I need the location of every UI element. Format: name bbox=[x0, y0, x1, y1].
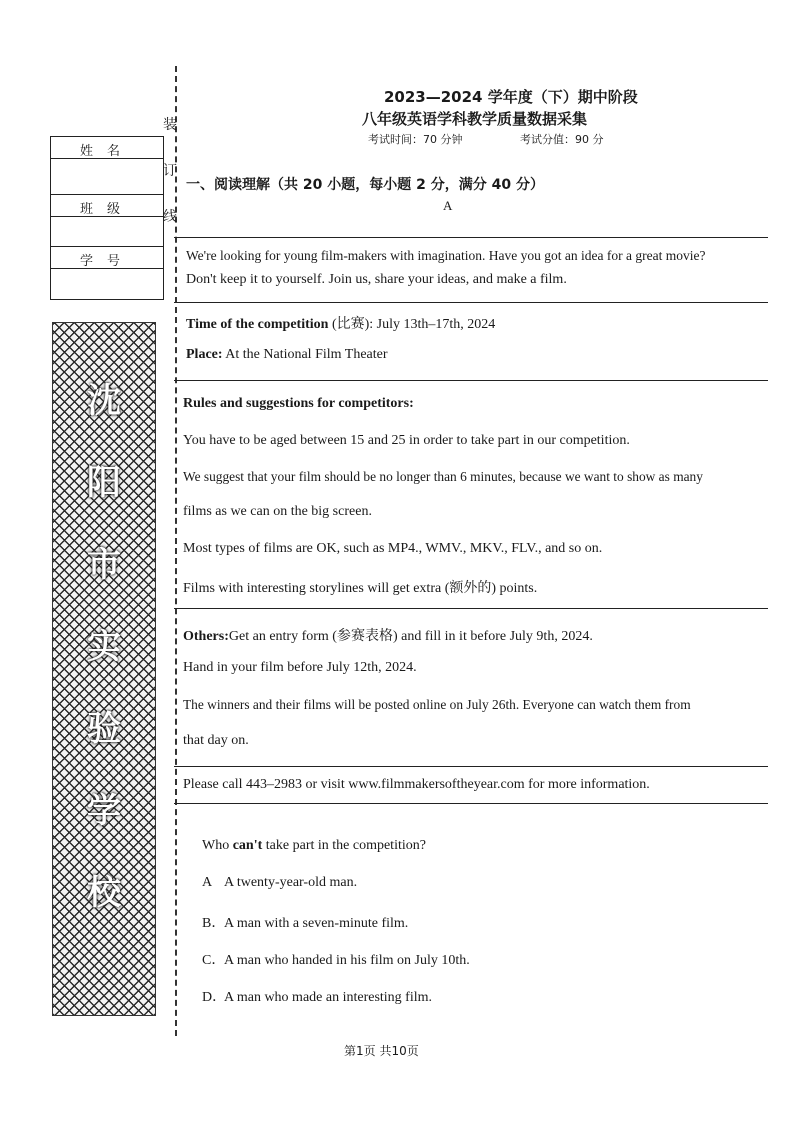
option-c-letter: C． bbox=[202, 953, 226, 968]
others-value: Get an entry form (参赛表格) and fill in it before July 9th, 2024. bbox=[228, 629, 593, 644]
passage-letter: A bbox=[443, 198, 453, 213]
binding-char-1: 装 bbox=[163, 117, 177, 133]
passage-rule-3 bbox=[174, 380, 768, 381]
option-d-text: A man who made an interesting film. bbox=[224, 990, 433, 1005]
exam-time: 考试时间：70 分钟 bbox=[368, 133, 463, 146]
binding-char-2: 订 bbox=[163, 163, 177, 179]
passage-rule-2 bbox=[174, 302, 768, 303]
rule-1: You have to be aged between 15 and 25 in order to take part in our competition. bbox=[183, 433, 630, 448]
banner-char-7: 校 bbox=[87, 873, 121, 913]
competition-place bbox=[186, 347, 388, 363]
option-c[interactable] bbox=[202, 949, 470, 969]
page-number: 第1页 共10页 bbox=[344, 1044, 419, 1058]
exam-title-line1: 2023—2024 学年度（下）期中阶段 bbox=[384, 88, 638, 106]
option-b-letter: B． bbox=[202, 916, 226, 931]
rule-2a: We suggest that your film should be no longer than 6 minutes, because we want to show as many bbox=[183, 469, 703, 484]
time-label: Time of the competition bbox=[186, 317, 329, 332]
others-line-1 bbox=[183, 625, 593, 645]
student-info-table bbox=[50, 136, 164, 300]
passage-rule-4 bbox=[174, 608, 768, 609]
binding-char-3: 线 bbox=[163, 209, 177, 225]
rule-2b: films as we can on the big screen. bbox=[183, 504, 372, 519]
others-label: Others: bbox=[183, 629, 229, 644]
class-label: 班级 bbox=[79, 202, 134, 217]
question-stem-pre: Who bbox=[202, 838, 233, 853]
banner-char-1: 沈 bbox=[87, 381, 121, 421]
option-a[interactable] bbox=[202, 875, 357, 891]
banner-char-3: 市 bbox=[87, 545, 121, 585]
passage-rule-5 bbox=[174, 766, 768, 767]
section-title: 一、阅读理解（共 20 小题，每小题 2 分，满分 40 分） bbox=[186, 177, 544, 193]
passage-rule-bottom bbox=[174, 803, 768, 804]
option-b-text: A man with a seven-minute film. bbox=[224, 916, 409, 931]
place-value: At the National Film Theater bbox=[225, 347, 388, 362]
passage-rule-top bbox=[174, 237, 768, 238]
id-label: 学号 bbox=[79, 254, 134, 269]
time-value: (比赛): July 13th–17th, 2024 bbox=[331, 317, 496, 332]
option-a-text: A twenty-year-old man. bbox=[224, 875, 358, 890]
option-c-text: A man who handed in his film on July 10th. bbox=[224, 953, 470, 968]
others-line-3a: The winners and their films will be posted online on July 26th. Everyone can watch them from bbox=[183, 697, 691, 712]
option-a-letter: A bbox=[202, 875, 213, 890]
option-d-letter: D． bbox=[202, 990, 227, 1005]
rules-title: Rules and suggestions for competitors: bbox=[183, 396, 414, 411]
name-label: 姓名 bbox=[79, 144, 134, 159]
banner-char-6: 学 bbox=[87, 791, 121, 831]
rule-4: Films with interesting storylines will get extra (额外的) points. bbox=[183, 581, 538, 596]
question-stem-post: take part in the competition? bbox=[262, 838, 426, 853]
exam-title-line2: 八年级英语学科教学质量数据采集 bbox=[362, 110, 588, 128]
name-field[interactable] bbox=[51, 159, 163, 195]
rule-3: Most types of films are OK, such as MP4., WMV., MKV., FLV., and so on. bbox=[183, 541, 603, 556]
option-b[interactable] bbox=[202, 912, 408, 932]
passage-intro-1: We're looking for young film-makers with imagination. Have you got an idea for a great movie? bbox=[186, 248, 706, 263]
banner-char-4: 实 bbox=[87, 627, 121, 667]
id-field[interactable] bbox=[51, 269, 163, 299]
competition-time bbox=[186, 313, 495, 333]
id-label-row bbox=[51, 247, 163, 269]
banner-char-5: 验 bbox=[87, 709, 121, 749]
name-label-row bbox=[51, 137, 163, 159]
class-label-row bbox=[51, 195, 163, 217]
others-line-2: Hand in your film before July 12th, 2024. bbox=[183, 660, 417, 675]
exam-score: 考试分值：90 分 bbox=[520, 133, 604, 146]
school-banner bbox=[52, 322, 156, 1016]
place-label: Place: bbox=[186, 347, 223, 362]
question-stem bbox=[202, 838, 426, 854]
passage-intro-2: Don't keep it to yourself. Join us, share your ideas, and make a film. bbox=[186, 272, 567, 287]
class-field[interactable] bbox=[51, 217, 163, 247]
option-d[interactable] bbox=[202, 986, 432, 1006]
question-stem-emphasis: can't bbox=[232, 838, 263, 853]
banner-char-2: 阳 bbox=[87, 463, 121, 503]
contact-info: Please call 443–2983 or visit www.filmmakersoftheyear.com for more information. bbox=[183, 777, 650, 792]
others-line-3b: that day on. bbox=[183, 733, 249, 748]
